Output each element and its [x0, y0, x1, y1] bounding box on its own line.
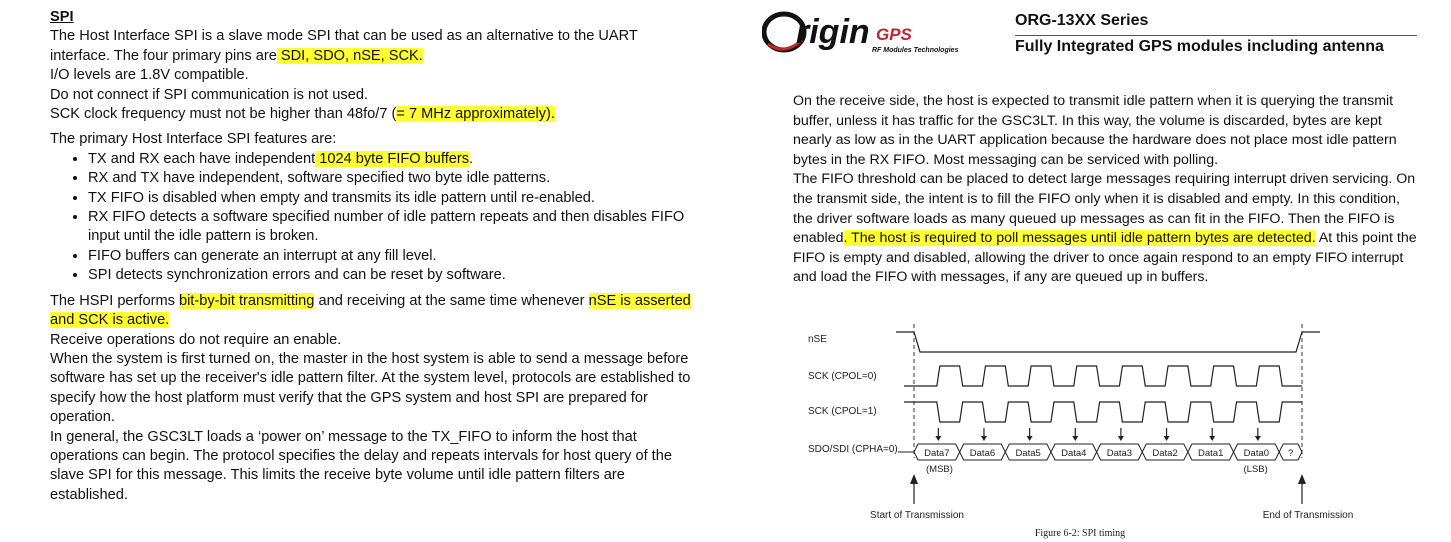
spi-timing-diagram — [800, 318, 1360, 542]
receive-paragraph: On the receive side, the host is expected to transmit idle pattern when it is querying the transmit buffer, unless it has traffic for the GSC3LT. In this way, the volume is discarded, bytes are kept nearly as low as in the UART application because the hardware does not place most idle pattern bytes in the RX FIFO. Most messaging can be serviced with polling. — [793, 93, 1397, 168]
data-bit-label: ? — [1287, 448, 1294, 459]
figure-caption: Figure 6-2: SPI timing — [1034, 528, 1126, 539]
text-segment: FIFO buffers can generate an interrupt at any fill level. — [88, 247, 437, 264]
feature-item — [88, 247, 700, 266]
highlighted-text: nSE is asserted and SCK is active. — [50, 292, 691, 329]
highlighted-text: . The host is required to poll messages until idle pattern bytes are detected. — [843, 230, 1316, 247]
highlighted-text: bit-by-bit transmitting — [178, 292, 315, 309]
intro-line — [50, 66, 700, 85]
text-segment: . — [469, 150, 474, 167]
header-subtitle: Fully Integrated GPS modules including antenna — [1015, 38, 1384, 55]
body-line: Receive operations do not require an enable. — [50, 331, 342, 348]
series-title: ORG-13XX Series — [1015, 12, 1149, 29]
text-segment: TX FIFO is disabled when empty and transmits its idle pattern until re-enabled. — [88, 189, 595, 206]
text-segment: interface. The four primary pins are — [50, 47, 277, 64]
text-segment: TX and RX each have independent — [88, 150, 316, 167]
text-segment: and receiving at the same time whenever — [314, 292, 589, 309]
text-segment: SCK clock frequency must not be higher than 48fo/7 ( — [50, 106, 397, 123]
signal-label: nSE — [808, 334, 827, 345]
sample-arrow-head — [1164, 436, 1170, 441]
origingps-logo — [762, 10, 962, 56]
sample-arrow-head — [1209, 436, 1215, 441]
left-column — [50, 8, 700, 505]
start-arrow-head — [910, 474, 918, 484]
signal-label: SCK (CPOL=1) — [808, 406, 877, 417]
text-segment: The HSPI performs — [50, 292, 179, 309]
sck-cpol0-waveform — [904, 366, 1302, 386]
data-bit-label: Data6 — [969, 448, 996, 459]
data-bit-label: Data3 — [1106, 448, 1133, 459]
text-segment: The FIFO threshold can be placed to detect large messages requiring interrupt driven servicing. On the transmit side, the intent is to fill the FIFO only when it is disabled and empty. In this condition, the driver software loads as many queued up messages as can fit in the FIFO. Then the FIFO is enabled — [793, 171, 1416, 247]
intro-line — [50, 27, 700, 46]
features-list — [50, 150, 700, 286]
text-segment: Do not connect if SPI communication is not used. — [50, 86, 368, 103]
feature-item — [88, 150, 700, 169]
signal-label: SDO/SDI (CPHA=0) — [808, 444, 898, 455]
page-header — [762, 8, 1417, 58]
sample-arrow-head — [1255, 436, 1261, 441]
text-segment: At this point the FIFO is empty and disabled, allowing the driver to once again respond to an empty FIFO interrupt and load the FIFO with messages, if any are queued up in buffers. — [793, 230, 1417, 286]
msb-label: (MSB) — [926, 464, 953, 475]
feature-item — [88, 266, 700, 285]
highlighted-text: = 7 MHz approximately). — [396, 106, 555, 123]
intro-block — [50, 27, 700, 124]
sample-arrow-head — [981, 436, 987, 441]
sck-cpol1-waveform — [904, 402, 1302, 422]
logo-wordmark: rigin — [796, 13, 870, 51]
intro-line — [50, 105, 700, 124]
logo-gps: GPS — [876, 25, 912, 44]
section-heading: SPI — [50, 9, 74, 25]
body-lines — [50, 331, 700, 506]
sample-arrow-head — [1027, 436, 1033, 441]
feature-item — [88, 208, 700, 247]
signal-label: SCK (CPOL=0) — [808, 371, 877, 382]
end-arrow-head — [1298, 474, 1306, 484]
text-segment: RX FIFO detects a software specified number of idle pattern repeats and then disables FIFO input until the idle pattern is broken. — [88, 209, 685, 245]
highlighted-text: SDI, SDO, nSE, SCK. — [276, 47, 423, 64]
highlighted-text: 1024 byte FIFO buffers — [315, 150, 470, 167]
data-bit-label: Data1 — [1198, 448, 1224, 459]
intro-line — [50, 47, 700, 66]
data-bit-label: Data2 — [1152, 448, 1178, 459]
text-segment: The Host Interface SPI is a slave mode SPI that can be used as an alternative to the UART — [50, 28, 638, 45]
feature-item — [88, 169, 700, 188]
sample-arrow-head — [935, 436, 941, 441]
text-segment: RX and TX have independent, software specified two byte idle patterns. — [88, 170, 551, 187]
lsb-label: (LSB) — [1243, 464, 1268, 475]
fifo-paragraph — [793, 170, 1418, 288]
data-bit-label: Data0 — [1243, 448, 1270, 459]
feature-item — [88, 189, 700, 208]
sample-arrow-head — [1072, 436, 1078, 441]
data-bit-label: Data7 — [924, 448, 950, 459]
text-segment: I/O levels are 1.8V compatible. — [50, 67, 249, 84]
body-line: In general, the GSC3LT loads a ‘power on’ message to the TX_FIFO to inform the host that operations can begin. The protocol specifies the delay and repeats intervals for host query of the slave SPI for this message. This limits the receive byte volume until idle pattern filters are established. — [50, 428, 672, 503]
start-label: Start of Transmission — [870, 510, 964, 521]
hspi-paragraph — [50, 292, 700, 331]
intro-line — [50, 86, 700, 105]
nse-waveform — [896, 332, 1320, 352]
data-bit-label: Data4 — [1061, 448, 1087, 459]
sample-arrow-head — [1118, 436, 1124, 441]
features-intro: The primary Host Interface SPI features are: — [50, 131, 337, 148]
header-rule — [1015, 35, 1417, 36]
right-column — [793, 92, 1418, 288]
logo-tagline: RF Modules Technologies — [872, 47, 959, 54]
data-bit-label: Data5 — [1015, 448, 1041, 459]
body-line: When the system is first turned on, the master in the host system is able to send a message before software has set up the receiver's idle pattern filter. At the system level, protocols are established to specify how the host platform must verify that the GPS system and host SPI are prepared for operation. — [50, 350, 691, 426]
text-segment: SPI detects synchronization errors and can be reset by software. — [88, 267, 506, 284]
end-label: End of Transmission — [1262, 510, 1354, 521]
